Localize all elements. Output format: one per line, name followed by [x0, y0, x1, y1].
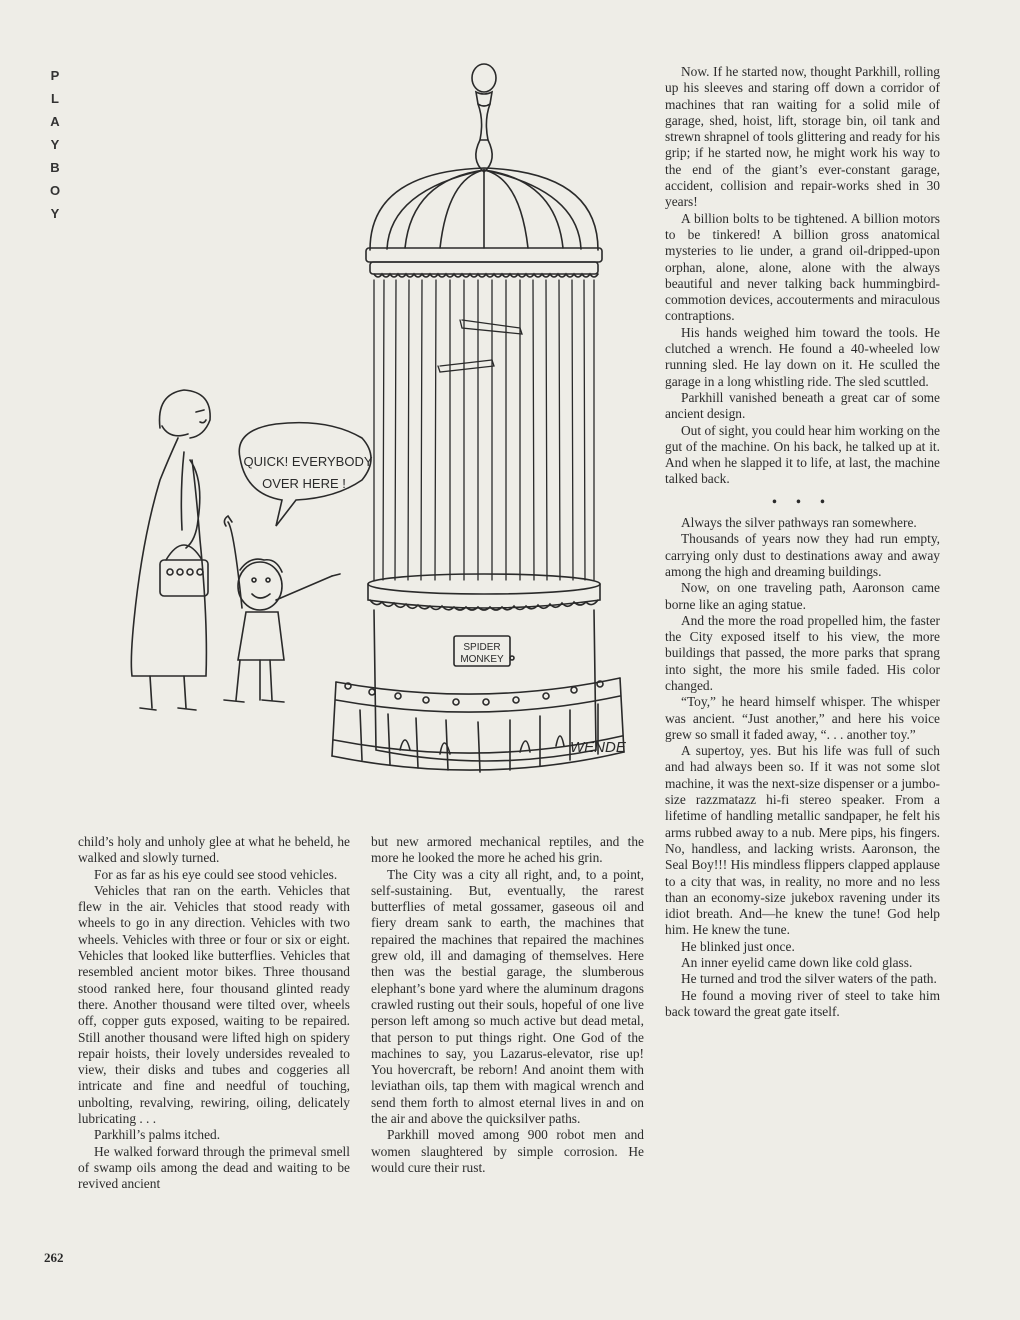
cage-sign-line1: SPIDER — [463, 642, 501, 653]
section-break: • • • — [772, 493, 833, 509]
paragraph: Always the silver pathways ran somewhere. — [681, 515, 917, 531]
cage-bars — [374, 280, 594, 580]
paragraph: A supertoy, yes. But his life was full of such and had always been so. If it was not some slot machine, it was the next-size dispenser or a jumbo-size razzmatazz hi-fi stereo speaker. From a lifetime of handling metallic sandpaper, he felt his arms rubbed away to a nub. Mere pips, his fingers. No, handless, and lacking wrists. Aaronson, the Seal Boy!!! His mindless flippers clapped applause to a city that was, in reality, no more and no less than an economy-size jukebox ravening under its idiot breath. And—he knew the tune! God help him. He knew the tune. — [665, 743, 940, 938]
paragraph: Vehicles that ran on the earth. Vehicles that flew in the air. Vehicles that stood ready with wheels to go in any direction. Vehicles with two wheels. Vehicles with three or four or six or eight. Vehicles that looked like butterflies. Vehicles that resembled ancient motor bikes. Three thousand stood ranked here, four thousand glinted ready there. Another thousand were tilted over, wheels off, copper guts exposed, waiting to be repaired. Still another thousand were lifted high on spidery repair hoists, their lovely undersides revealed to view, their disks and tubes and coggeries all intricate and fine and needful of touching, unbolting, revalving, rewiring, oiling, delicately lubricating . . . — [78, 882, 350, 1127]
paragraph: Parkhill vanished beneath a great car of some ancient design. — [665, 389, 940, 422]
paragraph: Now, on one traveling path, Aaronson came borne like an aging statue. — [665, 580, 940, 612]
paragraph: For as far as his eye could see stood vehicles. — [94, 866, 338, 882]
cage-upper-rings — [366, 248, 602, 277]
magazine-letter: Y — [50, 206, 60, 221]
artist-signature: WENDE — [570, 739, 626, 756]
paragraph: The City was a city all right, and, to a point, self-sustaining. But, eventually, the rarest butterflies of metal gossamer, gaseous oil and fiery dream sank to earth, the machines that repaired the machines that repaired the machines grew old, ill and damaging of themselves. Here then was the bestial garage, the slumberous elephant’s bone yard where the aluminum dragons crawled rusting out their souls, hopeful of one live person left among so much active but dead metal, that person to put things right. One God of the machines to say, you Lazarus-elevator, rise up! You hovercraft, be reborn! And anoint them with leviathan oils, tap them with magical wrench and send them forth to almost eternal lives in and on the air and above the quicksilver paths. — [371, 866, 644, 1127]
paragraph: Thousands of years now they had run empty, carrying only dust to destinations away and away among the high and dreaming buildings. — [665, 531, 940, 579]
cage-finial — [472, 64, 496, 172]
boy-figure — [224, 516, 340, 702]
magazine-letter: O — [49, 183, 61, 198]
paragraph: He found a moving river of steel to take him back toward the great gate itself. — [665, 987, 940, 1019]
paragraph: Parkhill moved among 900 robot men and women slaughtered by simple corrosion. He would cure their rust. — [371, 1127, 644, 1175]
paragraph: child’s holy and unholy glee at what he beheld, he walked and slowly turned. — [78, 834, 350, 866]
cage-dome — [370, 168, 598, 250]
page-number: 262 — [44, 1250, 64, 1265]
paragraph: He blinked just once. — [681, 938, 795, 954]
paragraph: but new armored mechanical reptiles, and the more he looked the more he ached his grin. — [371, 834, 644, 866]
paragraph: And the more the road propelled him, the faster the City exposed itself to his view, the more buildings that passed, the more parks that sprang into sight, the more his smile faded. His color changed. — [665, 612, 940, 693]
text-column-right — [665, 64, 940, 1020]
cartoon-illustration — [100, 60, 640, 820]
paragraph: He walked forward through the primeval smell of swamp oils among the dead and waiting to be revived ancient — [78, 1143, 350, 1192]
speech-line1: QUICK! EVERYBODY — [243, 454, 373, 469]
text-column-middle — [371, 834, 644, 1176]
paragraph: Parkhill’s palms itched. — [94, 1127, 221, 1143]
paragraph: An inner eyelid came down like cold glass. — [681, 955, 913, 971]
speech-line2: OVER HERE ! — [262, 476, 346, 491]
paragraph: A billion bolts to be tightened. A billion motors to be tinkered! A billion gross anatomical mysteries to lie under, a grand oil-dripped-upon orphan, alone, alone, alone with the always beautiful and never talking back hummingbird-commotion devices, accouterments and miraculous contraptions. — [665, 210, 940, 324]
magazine-letter: B — [50, 160, 60, 175]
magazine-name-vertical — [44, 64, 66, 225]
magazine-letter: L — [51, 91, 59, 106]
magazine-letter: P — [50, 68, 60, 83]
paragraph: “Toy,” he heard himself whisper. The whisper was ancient. “Just another,” and here his voice grew so small it faded away, “. . . another toy.” — [665, 694, 940, 742]
woman-figure — [131, 390, 210, 710]
paragraph: His hands weighed him toward the tools. He clutched a wrench. He found a 40-wheeled low running sled. He lay down on it. He sculled the garage in a long whistling ride. The sled scuttled. — [665, 324, 940, 389]
magazine-letter: Y — [50, 137, 60, 152]
cage-sign-line2: MONKEY — [460, 654, 504, 665]
text-column-left — [78, 834, 350, 1193]
paragraph: Out of sight, you could hear him working on the gut of the machine. On his back, he talked up at it. And when he slapped it to life, at last, the machine talked back. — [665, 422, 940, 487]
magazine-letter: A — [50, 114, 60, 129]
cage-base — [368, 574, 600, 761]
speech-bubble — [239, 423, 373, 526]
paragraph: He turned and trod the silver waters of the path. — [681, 971, 937, 987]
paragraph: Now. If he started now, thought Parkhill, rolling up his sleeves and staring off down a corridor of machines that ran waiting for a solid mile of garage, shed, hoist, lift, storage bin, oil tank and strewn shrapnel of tools glittering and ready for his grip; if he started now, he might work his way to the end of the giant’s ever-constant garage, accident, collision and repair-works shed in 30 years! — [665, 64, 940, 210]
